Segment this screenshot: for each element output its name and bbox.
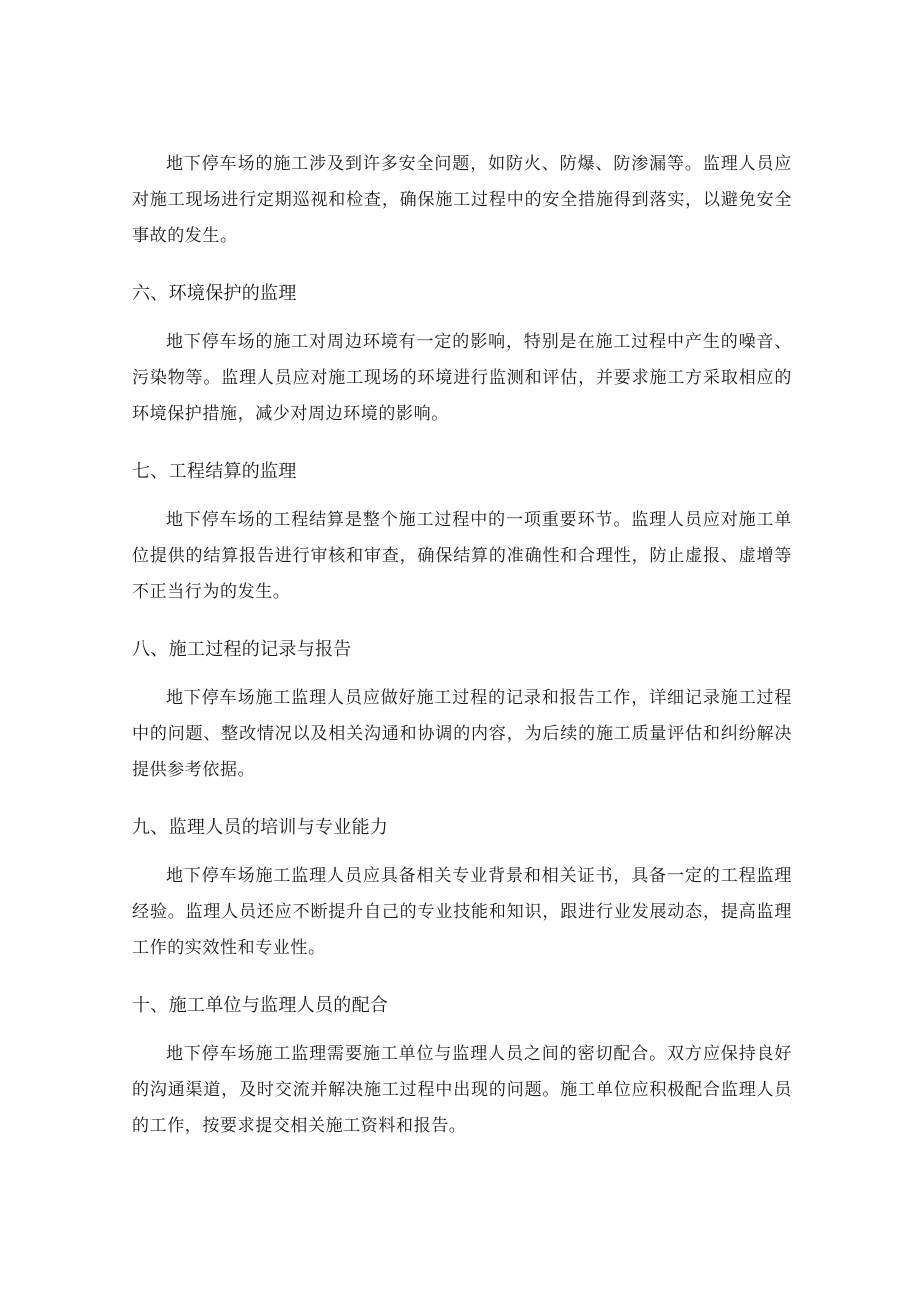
spacer bbox=[132, 432, 792, 458]
document-page bbox=[132, 146, 792, 1144]
spacer bbox=[132, 308, 792, 324]
section-body-8: 地下停车场施工监理人员应做好施工过程的记录和报告工作，详细记录施工过程中的问题、整改情况以及相关沟通和协调的内容，为后续的施工质量评估和纠纷解决提供参考依据。 bbox=[132, 688, 792, 780]
section-heading-9: 九、监理人员的培训与专业能力 bbox=[132, 817, 389, 838]
spacer bbox=[132, 1020, 792, 1036]
section-body-6: 地下停车场的施工对周边环境有一定的影响，特别是在施工过程中产生的噪音、污染物等。监理人员应对施工现场的环境进行监测和评估，并要求施工方采取相应的环境保护措施，减少对周边环境的影响。 bbox=[132, 332, 792, 424]
section-heading-6: 六、环境保护的监理 bbox=[132, 283, 297, 304]
section-heading-10: 十、施工单位与监理人员的配合 bbox=[132, 995, 389, 1016]
spacer bbox=[132, 486, 792, 502]
section-body-9: 地下停车场施工监理人员应具备相关专业背景和相关证书，具备一定的工程监理经验。监理人员还应不断提升自己的专业技能和知识，跟进行业发展动态，提高监理工作的实效性和专业性。 bbox=[132, 866, 792, 958]
spacer bbox=[132, 842, 792, 858]
spacer bbox=[132, 664, 792, 680]
spacer bbox=[132, 610, 792, 636]
section-body-7: 地下停车场的工程结算是整个施工过程中的一项重要环节。监理人员应对施工单位提供的结算报告进行审核和审查，确保结算的准确性和合理性，防止虚报、虚增等不正当行为的发生。 bbox=[132, 510, 792, 602]
section-heading-7: 七、工程结算的监理 bbox=[132, 461, 297, 482]
section-body-10: 地下停车场施工监理需要施工单位与监理人员之间的密切配合。双方应保持良好的沟通渠道，及时交流并解决施工过程中出现的问题。施工单位应积极配合监理人员的工作，按要求提交相关施工资料和报告。 bbox=[132, 1044, 792, 1136]
spacer bbox=[132, 966, 792, 992]
intro-paragraph: 地下停车场的施工涉及到许多安全问题，如防火、防爆、防渗漏等。监理人员应对施工现场进行定期巡视和检查，确保施工过程中的安全措施得到落实，以避免安全事故的发生。 bbox=[132, 154, 792, 246]
spacer bbox=[132, 788, 792, 814]
spacer bbox=[132, 254, 792, 280]
section-heading-8: 八、施工过程的记录与报告 bbox=[132, 639, 352, 660]
